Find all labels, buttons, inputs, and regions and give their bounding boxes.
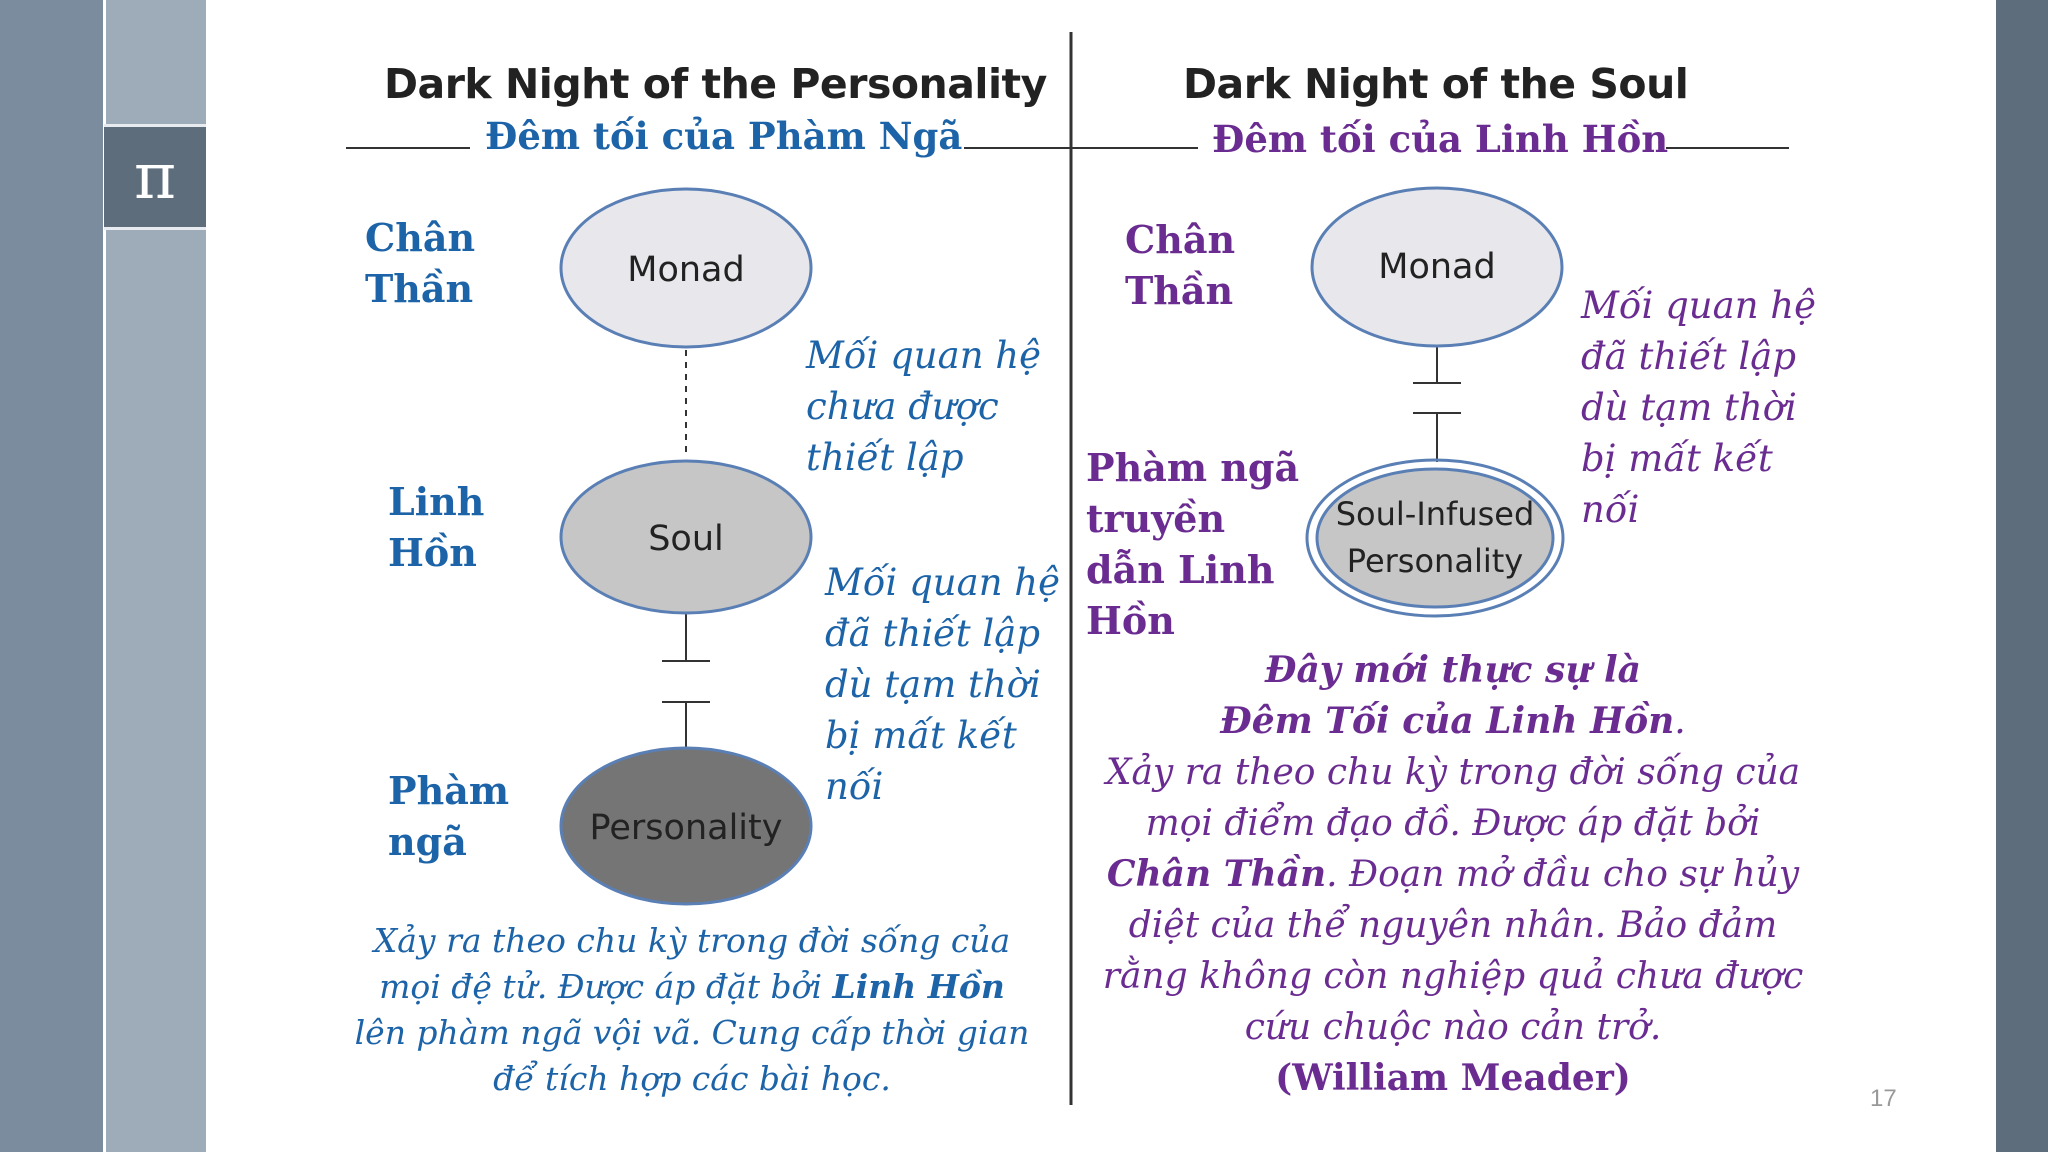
note-line: Mối quan hệ bbox=[1581, 284, 1817, 327]
note-line: Mối quan hệ bbox=[806, 334, 1042, 377]
note-line: bị mất kết bbox=[1581, 437, 1773, 480]
label-line: Thần bbox=[1125, 268, 1234, 313]
right-emphasis-line1: Đây mới thực sự là bbox=[1265, 649, 1641, 691]
label-line: Hồn bbox=[1086, 598, 1175, 643]
soul-node-label: Soul bbox=[648, 519, 724, 559]
note-line: dù tạm thời bbox=[825, 663, 1041, 706]
right-emphasis-end: . bbox=[1674, 701, 1686, 742]
left-description bbox=[352, 918, 1032, 1102]
label-line: Chân bbox=[365, 215, 476, 260]
note-line: dù tạm thời bbox=[1581, 386, 1797, 429]
para-bold: Chân Thần bbox=[1106, 853, 1327, 895]
label-line: Linh bbox=[388, 479, 485, 524]
note-line: bị mất kết bbox=[825, 714, 1017, 757]
label-line: Thần bbox=[365, 266, 474, 311]
personality-node-label: Personality bbox=[589, 808, 783, 848]
label-line: ngã bbox=[388, 819, 467, 864]
para-text: . Đoạn mở đầu cho sự hủy diệt của thể nguyên nhân. Bảo đảm rằng không còn nghiệp quả chưa được cứu chuộc nào cản trở. bbox=[1102, 854, 1804, 1048]
note-unestablished bbox=[806, 330, 1041, 483]
para-text: Xảy ra theo chu kỳ trong đời sống của mọi đệ tử. Được áp đặt bởi bbox=[373, 921, 1011, 1006]
note-line: nối bbox=[825, 765, 884, 808]
label-line: Chân bbox=[1125, 217, 1236, 262]
label-linh-hon bbox=[388, 476, 484, 578]
monad-node-left-label: Monad bbox=[627, 250, 745, 290]
right-subtitle: Đêm tối của Linh Hồn bbox=[1212, 117, 1669, 161]
note-line: nối bbox=[1581, 488, 1640, 531]
author-credit: (William Meader) bbox=[1275, 1057, 1631, 1099]
label-line: Phàm ngã bbox=[1086, 445, 1300, 490]
para-text: lên phàm ngã vội vã. Cung cấp thời gian để tích hợp các bài học. bbox=[354, 1013, 1030, 1098]
label-pham-nga-truyen-dan bbox=[1086, 442, 1299, 646]
pi-symbol: π bbox=[133, 140, 177, 214]
note-line: Mối quan hệ bbox=[825, 561, 1061, 604]
note-line: đã thiết lập bbox=[825, 612, 1041, 655]
infused-node bbox=[1317, 469, 1553, 607]
right-emphasis-bold: Đêm Tối của Linh Hồn bbox=[1220, 700, 1675, 742]
infused-node-label-2: Personality bbox=[1346, 542, 1524, 580]
monad-node-right-label: Monad bbox=[1378, 247, 1496, 287]
page-number: 17 bbox=[1870, 1085, 1897, 1112]
left-subtitle: Đêm tối của Phàm Ngã bbox=[485, 114, 963, 158]
label-chan-than-left bbox=[365, 212, 475, 314]
right-title: Dark Night of the Soul bbox=[1183, 60, 1689, 108]
note-line: đã thiết lập bbox=[1581, 335, 1797, 378]
para-text: Xảy ra theo chu kỳ trong đời sống của mọi điểm đạo đồ. Được áp đặt bởi bbox=[1105, 752, 1801, 844]
para-bold: Linh Hồn bbox=[832, 967, 1005, 1006]
left-title: Dark Night of the Personality bbox=[384, 60, 1047, 108]
note-established-left bbox=[825, 557, 1060, 812]
infused-node-label-1: Soul-Infused bbox=[1335, 495, 1535, 533]
note-established-right bbox=[1581, 280, 1816, 535]
note-line: chưa được bbox=[806, 385, 999, 428]
label-pham-nga bbox=[388, 765, 509, 867]
note-line: thiết lập bbox=[806, 436, 964, 479]
label-line: truyền bbox=[1086, 496, 1226, 541]
label-chan-than-right bbox=[1125, 214, 1235, 316]
label-line: dẫn Linh bbox=[1086, 547, 1275, 592]
right-emphasis-line2 bbox=[1098, 696, 1808, 747]
label-line: Phàm bbox=[388, 768, 510, 813]
label-line: Hồn bbox=[388, 530, 477, 575]
right-body bbox=[1098, 747, 1808, 1053]
right-description bbox=[1098, 645, 1808, 1104]
